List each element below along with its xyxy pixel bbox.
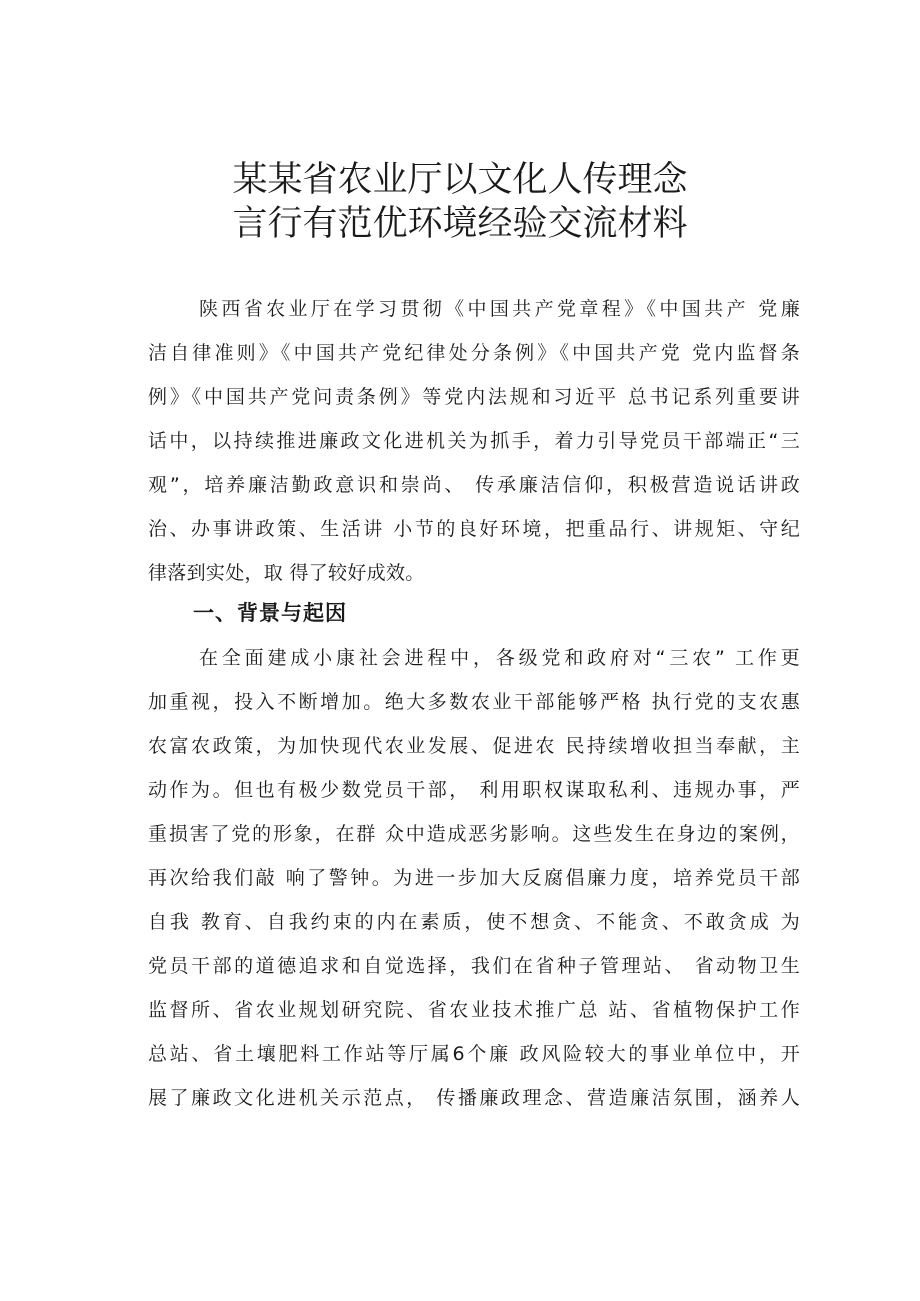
paragraph-line: 洁自律准则》《中国共产党纪律处分条例》《中国共产党 党内监督条 xyxy=(148,342,800,364)
paragraph-line: 动作为。但也有极少数党员干部， 利用职权谋取私利、违规办事，严 xyxy=(148,779,800,801)
paragraph-line: 农富农政策，为加快现代农业发展、促进农 民持续增收担当奉献，主 xyxy=(148,735,800,757)
paragraph-line: 党员干部的道德追求和自觉选择，我们在省种子管理站、 省动物卫生 xyxy=(148,955,800,977)
paragraph-line: 总站、省土壤肥料工作站等厅属6个廉 政风险较大的事业单位中，开 xyxy=(148,1043,800,1065)
paragraph-line: 在全面建成小康社会进程中，各级党和政府对“三农” 工作更 xyxy=(199,647,800,669)
paragraph-line: 展了廉政文化进机关示范点， 传播廉政理念、营造廉洁氛围，涵养人 xyxy=(148,1087,800,1109)
paragraph-line: 例》《中国共产党问责条例》等党内法规和习近平 总书记系列重要讲 xyxy=(148,386,800,408)
document-title-line-1: 某某省农业厅以文化人传理念 xyxy=(232,160,688,200)
paragraph-line: 观”，培养廉洁勤政意识和崇尚、 传承廉洁信仰，积极营造说话讲政 xyxy=(148,474,800,496)
paragraph-line: 再次给我们敲 响了警钟。为进一步加大反腐倡廉力度，培养党员干部 xyxy=(148,867,800,889)
paragraph-line: 加重视，投入不断增加。绝大多数农业干部能够严格 执行党的支农惠 xyxy=(148,691,800,713)
paragraph-line: 律落到实处，取 得了较好成效。 xyxy=(148,562,425,584)
paragraph-line: 话中，以持续推进廉政文化进机关为抓手，着力引导党员干部端正“三 xyxy=(148,430,800,452)
section-heading-background: 一、背景与起因 xyxy=(193,601,347,625)
paragraph-line: 自我 教育、自我约束的内在素质，使不想贪、不能贪、不敢贪成 为 xyxy=(148,911,800,933)
paragraph-line: 陕西省农业厅在学习贯彻《中国共产党章程》《中国共产 党廉 xyxy=(199,298,800,320)
document-title-line-2: 言行有范优环境经验交流材料 xyxy=(232,204,688,244)
paragraph-line: 监督所、省农业规划研究院、省农业技术推广总 站、省植物保护工作 xyxy=(148,999,800,1021)
paragraph-line: 治、办事讲政策、生活讲 小节的良好环境，把重品行、讲规矩、守纪 xyxy=(148,518,800,540)
paragraph-line: 重损害了党的形象，在群 众中造成恶劣影响。这些发生在身边的案例， xyxy=(148,823,800,845)
